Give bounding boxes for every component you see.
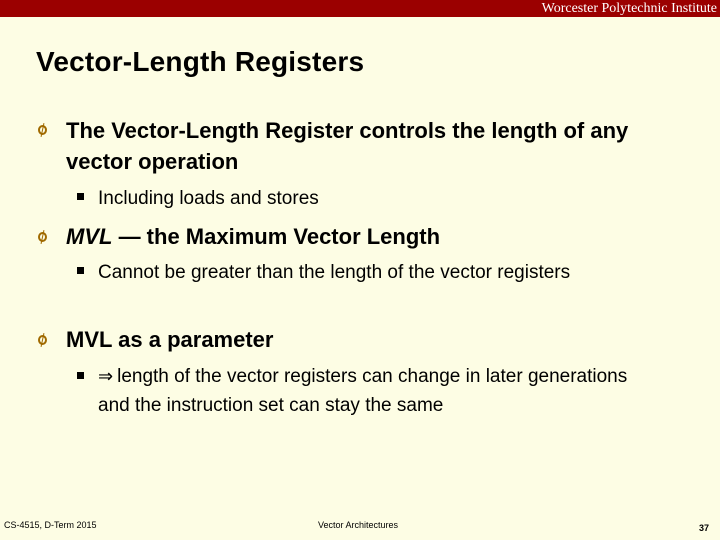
square-bullet-icon — [77, 372, 84, 379]
bullet-3-text: MVL as a parameter — [66, 327, 274, 352]
bullet-2-prefix: MVL — [66, 224, 113, 249]
footer-course: CS-4515, D-Term 2015 — [4, 520, 97, 530]
bullet-2-rest: — the Maximum Vector Length — [112, 224, 441, 249]
page-number: 37 — [699, 523, 710, 533]
bullet-3-sub-text: length of the vector registers can change in later generations and the instruction set can stay the same — [98, 366, 628, 416]
header-bar — [0, 0, 720, 17]
bullet-1-text: The Vector-Length Register controls the length of any vector operation — [66, 118, 629, 174]
bullet-icon — [38, 125, 47, 135]
bullet-2-sub: Cannot be greater than the length of the vector registers — [98, 262, 571, 283]
institute-name: Worcester Polytechnic Institute — [541, 1, 717, 16]
square-bullet-icon — [77, 267, 84, 274]
square-bullet-icon — [77, 193, 84, 200]
footer-topic: Vector Architectures — [318, 520, 399, 530]
bullet-1-sub: Including loads and stores — [98, 188, 319, 209]
implies-symbol: ⇒ — [98, 366, 114, 387]
bullet-icon — [38, 335, 47, 345]
bullet-2-text — [66, 221, 666, 252]
slide-title: Vector-Length Registers — [36, 46, 365, 77]
bullet-3-sub — [98, 362, 638, 420]
bullet-icon — [38, 232, 47, 242]
